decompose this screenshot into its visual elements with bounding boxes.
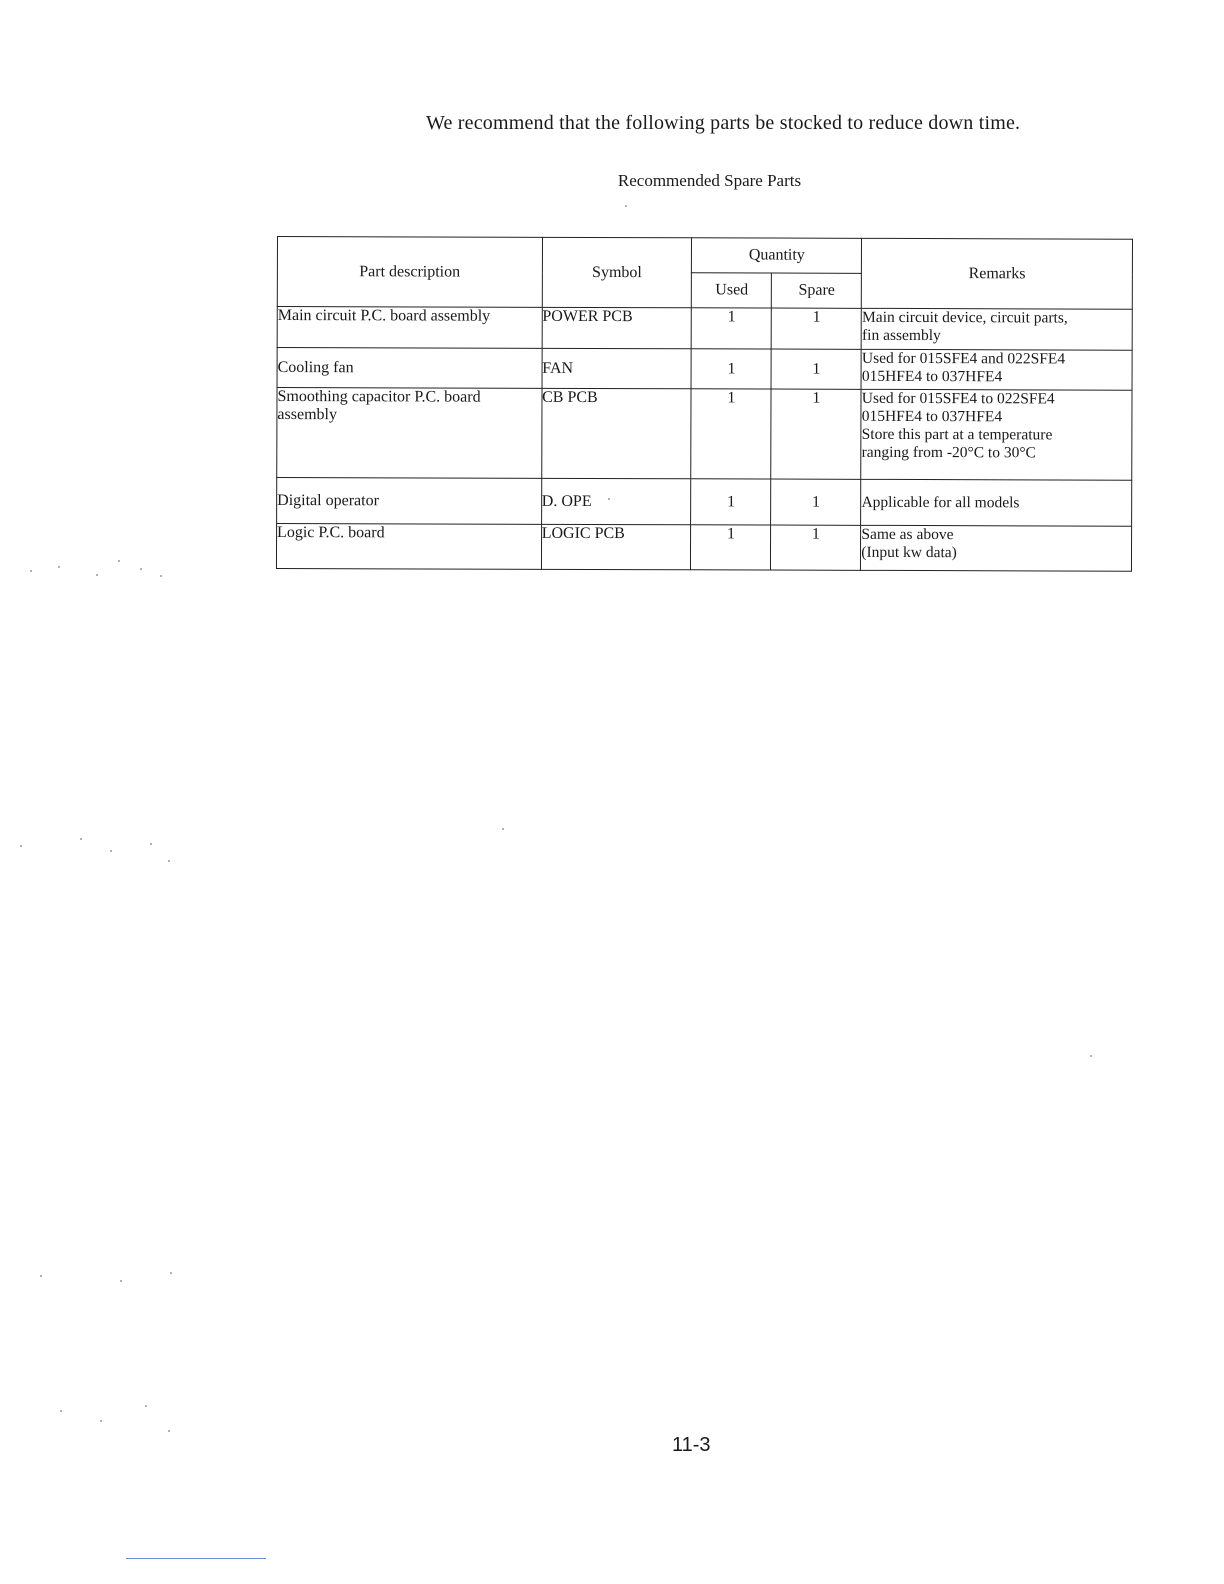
header-symbol: Symbol (542, 237, 692, 307)
cell-remarks (861, 525, 1132, 571)
remarks-line: 015HFE4 to 037HFE4 (861, 407, 1003, 426)
table-title: Recommended Spare Parts (617, 171, 802, 190)
cell-description: Smoothing capacitor P.C. board assembly (277, 388, 542, 479)
header-spare: Spare (772, 273, 862, 308)
cell-spare: 1 (771, 479, 861, 525)
cell-used: 1 (691, 525, 771, 570)
intro-paragraph: We recommend that the following parts be stocked to reduce down time. (426, 112, 1021, 134)
table-row (277, 388, 1132, 481)
table-row (277, 348, 1132, 391)
cell-description: Main circuit P.C. board assembly (277, 307, 542, 349)
remarks-line: Used for 015SFE4 and 022SFE4 (861, 349, 1066, 368)
cell-spare: 1 (772, 308, 862, 349)
cell-description: Digital operator (277, 478, 542, 525)
remarks-line: Store this part at a temperature (861, 425, 1053, 444)
remarks-line: 015HFE4 to 037HFE4 (861, 367, 1003, 386)
cell-remarks (861, 349, 1132, 390)
cell-used: 1 (691, 479, 771, 525)
page-number: 11-3 (672, 1434, 711, 1456)
cell-symbol: D. OPE (541, 478, 691, 524)
cell-remarks (861, 308, 1132, 350)
cell-spare: 1 (771, 389, 861, 479)
cell-spare: 1 (771, 349, 861, 389)
table-row (277, 478, 1132, 527)
remarks-line: ranging from -20°C to 30°C (861, 443, 1036, 462)
cell-description: Logic P.C. board (276, 524, 541, 570)
cell-symbol: FAN (542, 348, 692, 388)
remarks-line: Applicable for all models (861, 493, 1020, 511)
cell-remarks (861, 389, 1132, 480)
cell-remarks (861, 479, 1132, 526)
header-remarks: Remarks (862, 238, 1133, 309)
cell-used: 1 (691, 389, 771, 479)
footer-rule (126, 1558, 266, 1559)
header-quantity: Quantity (692, 238, 862, 274)
remarks-line: Main circuit device, circuit parts, (862, 308, 1068, 327)
spare-parts-table (276, 236, 1133, 572)
remarks-line: (Input kw data) (861, 543, 957, 562)
remarks-line: fin assembly (861, 326, 941, 345)
cell-symbol: CB PCB (541, 388, 691, 478)
cell-used: 1 (692, 349, 772, 389)
cell-symbol: LOGIC PCB (541, 524, 691, 569)
remarks-line: Used for 015SFE4 to 022SFE4 (861, 389, 1055, 408)
header-part-description: Part description (277, 237, 542, 308)
table-row (277, 307, 1132, 351)
cell-description: Cooling fan (277, 348, 542, 389)
table-row (276, 524, 1131, 572)
cell-used: 1 (692, 308, 772, 349)
cell-symbol: POWER PCB (542, 307, 692, 348)
remarks-line: Same as above (861, 525, 954, 544)
cell-spare: 1 (771, 525, 861, 570)
header-used: Used (692, 273, 772, 308)
